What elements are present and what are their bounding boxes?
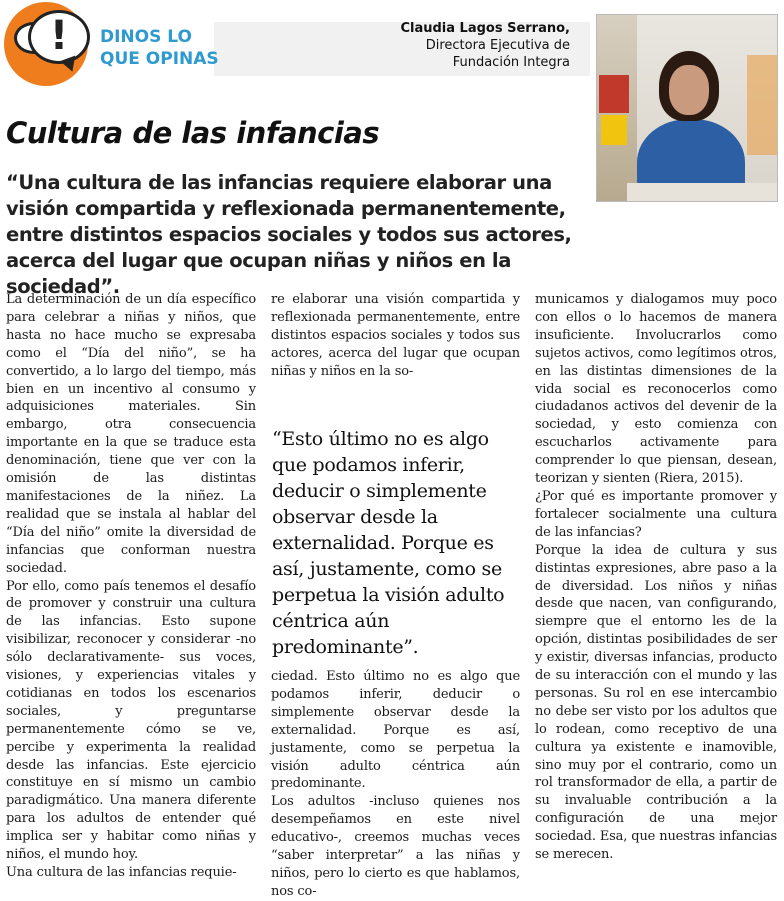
paragraph: Porque la idea de cultura y sus distintas expresiones, abre paso a la de diversidad. Los niños y niñas desde que nacen, van configurando, siempre que el entorno les de la opción, distintas posibilidades de ser y existir, diversas infancias, producto de su interacción con el mundo y las personas. Su rol en ese intercambio no debe ser visto por los adultos que lo rodean, como receptivo de una cultura ya existente e inamovible, sino muy por el contrario, como un rol transformador de ella, a partir de su invaluable contribución a la configuración de una mejor sociedad. Esa, que nuestras infancias se merecen. (535, 542, 777, 863)
paragraph: municamos y dialogamos muy poco con ellos o lo hacemos de manera insuficiente. Involucrarlos como sujetos activos, como legítimos otros, en las distintas dimensiones de la vida social es reconocerlos como ciudadanos activos del devenir de la sociedad, y esto comienza con escucharlos activamente para comprender lo que piensan, desean, teorizan y sienten (Riera, 2015). (535, 292, 777, 487)
article-title: Cultura de las infancias (6, 116, 380, 150)
paragraph: ciedad. Esto último no es algo que podamos inferir, deducir o simplemente observar desde la externalidad. Porque es así, justamente, como se perpetua la visión adulto céntrica aún predominante. (271, 669, 520, 792)
paragraph: Por ello, como país tenemos el desafío de promover y construir una cultura de las infancias. Esto supone visibilizar, reconocer y considerar -no sólo declarativamente- sus voces, visiones, y experiencias vitales y cotidianas en todos los escenarios sociales, y preguntarse permanentemente cómo se ve, percibe y experimenta la realidad desde las infancias. Este ejercicio constituye en sí mismo un cambio paradigmático. Una manera diferente para los adultos de entender qué implica ser y habitar como niñas y niños, el mundo hoy. (6, 578, 256, 863)
section-label-line1: DINOS LO (100, 27, 192, 47)
paragraph: ¿Por qué es importante promover y fortalecer socialmente una cultura de las infancias? (535, 488, 777, 540)
article-column-3 (535, 291, 777, 864)
exclamation-icon: ! (49, 13, 69, 59)
lead-quote: “Una cultura de las infancias requiere elaborar una visión compartida y reflexionada permanentemente, entre distintos espacios sociales y todos sus actores, acerca del lugar que ocupan niñas y niños en la sociedad”. (6, 171, 572, 298)
article-column-2-top (271, 291, 520, 381)
column-header (0, 0, 590, 90)
article-column-1 (6, 291, 256, 882)
paragraph: re elaborar una visión compartida y reflexionada permanentemente, entre distintos espacios sociales y todos sus actores, acerca del lugar que ocupan niñas y niños en la so- (271, 292, 520, 379)
author-name: Claudia Lagos Serrano, (400, 21, 570, 36)
section-label-line2: QUE OPINAS (100, 49, 219, 69)
section-label (100, 26, 219, 70)
author-photo (596, 14, 778, 202)
author-credit (300, 20, 570, 71)
author-role-line2: Fundación Integra (452, 55, 570, 70)
paragraph: Una cultura de las infancias requie- (6, 865, 237, 880)
paragraph: La determinación de un día específico para celebrar a niñas y niños, que hasta no hace mucho se expresaba como el “Día del niño”, se ha convertido, a lo largo del tiempo, más bien en un incentivo al consumo y adquisiciones materiales. Sin embargo, otra consecuencia importante en la que se traduce esta denominación, tiene que ver con la omisión de las distintas manifestaciones de la niñez. La realidad que se instala al hablar del “Día del niño” omite la diversidad de infancias que conforman nuestra sociedad. (6, 292, 256, 576)
author-role-line1: Directora Ejecutiva de (425, 38, 570, 53)
pull-quote: “Esto último no es algo que podamos inferir, deducir o simplemente observar desde la externalidad. Porque es así, justamente, como se perpetua la visión adulto céntrica aún predominante”. (272, 428, 505, 658)
paragraph: Los adultos -incluso quienes nos desempeñamos en este nivel educativo-, creemos muchas veces “saber interpretar” a las niñas y niños, pero lo cierto es que hablamos, nos co- (271, 794, 520, 899)
article-column-2-bottom (271, 668, 520, 901)
